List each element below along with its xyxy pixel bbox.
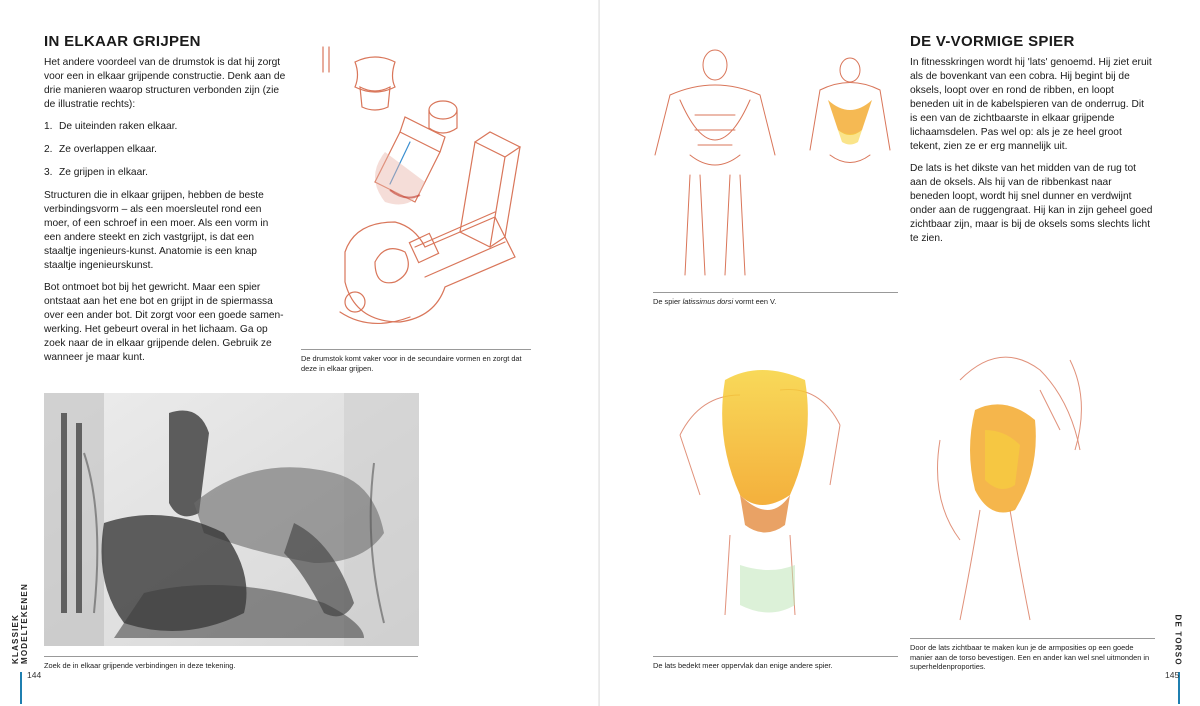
- left-caption-top: De drumstok komt vaker voor in de secundaire vormen en zorgt dat deze in elkaar grijpen.: [301, 349, 531, 373]
- list-item: 1. De uiteinden raken elkaar.: [44, 121, 178, 132]
- right-side-tab: DE TORSO: [1173, 614, 1183, 666]
- right-heading: DE V-VORMIGE SPIER: [910, 33, 1075, 50]
- structures-paragraph: Structuren die in elkaar grijpen, hebben de beste verbindingsvorm – als een moersleutel rond een moer, of een schroef in een moer. Als een vorm in een andere steekt en zich vastgrijpt, is dat een staaltje ingenieurs-kunst. Anatomie is een knap staaltje ingenieurskunst.: [44, 190, 269, 271]
- lats-thickness-paragraph: De lats is het dikste van het midden van de rug tot aan de oksels. Als hij van de ribbenkast naar beneden loopt, wordt hij snel dunner en verdwijnt onder aan de ruggengraat. Hij kan in zijn geheel goed zichtbaar zijn, maar is bij de oksels soms slechts licht te zien.: [910, 163, 1153, 244]
- right-caption-bottom-left: De lats bedekt meer oppervlak dan enige andere spier.: [653, 656, 898, 671]
- left-tab-bar: [20, 672, 22, 704]
- list-item: 3. Ze grijpen in elkaar.: [44, 167, 148, 178]
- left-heading: IN ELKAAR GRIJPEN: [44, 33, 201, 50]
- connection-list: [44, 120, 286, 180]
- left-page-number: 144: [27, 670, 42, 680]
- torso-sketches: [650, 45, 900, 287]
- interlocking-sketch-illustration: [315, 42, 550, 342]
- right-page: [600, 0, 1200, 706]
- lats-back-sketch: [670, 335, 850, 620]
- right-caption-top: De spier latissimus dorsi vormt een V.: [653, 292, 898, 307]
- charcoal-figure-drawing: [44, 393, 419, 646]
- right-body-text: [910, 56, 1154, 254]
- left-body-text: [44, 56, 286, 373]
- bone-paragraph: Bot ontmoet bot bij het gewricht. Maar een spier ontstaat aan het ene bot en grijpt in de spiermassa over een ander bot. Dit zorgt voor een goede samen-werking. Het gebeurt overal in het lichaam. Ga op zoek naar de in elkaar grijpende delen. Gebruik ze wanneer je maar kunt.: [44, 282, 284, 363]
- twisting-figure-sketch: [920, 340, 1090, 625]
- left-side-tab: KLASSIEK MODELTEKENEN: [11, 583, 29, 664]
- lats-paragraph: In fitnesskringen wordt hij 'lats' genoemd. Hij ziet eruit als de bovenkant van een cobra. Hij begint bij de oksels, loopt over en rond de ribben, en loopt beneden uit in de kabelspieren van de onderrug. Dit is een van de zichtbaarste in elkaar grijpende lichaamsdelen. Pas wel op: als je ze heel groot tekent, zien ze er erg mannelijk uit.: [910, 57, 1152, 152]
- left-caption-bottom: Zoek de in elkaar grijpende verbindingen in deze tekening.: [44, 656, 418, 671]
- list-item: 2. Ze overlappen elkaar.: [44, 144, 157, 155]
- right-caption-bottom-right: Door de lats zichtbaar te maken kun je de armposities op een goede manier aan de torso bevestigen. Een en ander kan wel snel uitmonden in superheldenproporties.: [910, 638, 1155, 672]
- right-page-number: 145: [1165, 670, 1180, 680]
- intro-paragraph: Het andere voordeel van de drumstok is dat hij zorgt voor een in elkaar grijpende constructie. Denk aan de drie manieren waarop structuren verbonden zijn (zie de illustratie rechts):: [44, 57, 286, 110]
